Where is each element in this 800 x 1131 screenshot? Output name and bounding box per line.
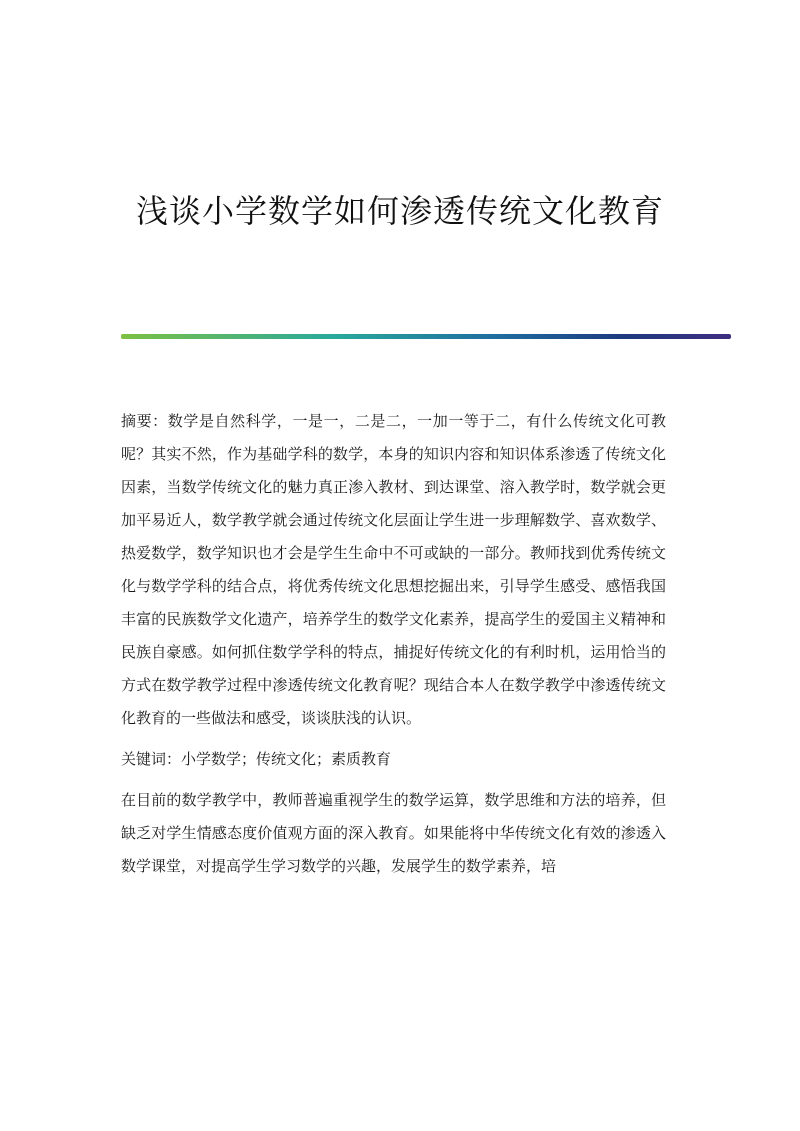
body-paragraph: 在目前的数学教学中，教师普遍重视学生的数学运算，数学思维和方法的培养，但缺乏对学生情感态度价值观方面的深入教育。如果能将中华传统文化有效的渗透入数学课堂，对提高学生学习数学的兴趣，发展学生的数学素养，培 [121,791,666,875]
abstract-paragraph: 摘要：数学是自然科学，一是一，二是二，一加一等于二，有什么传统文化可教呢？其实不然，作为基础学科的数学，本身的知识内容和知识体系渗透了传统文化因素，当数学传统文化的魅力真正渗入教材、到达课堂、溶入教学时，数学就会更加平易近人，数学教学就会通过传统文化层面让学生进一步理解数学、喜欢数学、热爱数学，数学知识也才会是学生生命中不可或缺的一部分。教师找到优秀传统文化与数学学科的结合点，将优秀传统文化思想挖掘出来，引导学生感受、感悟我国丰富的民族数学文化遗产，培养学生的数学文化素养，提高学生的爱国主义精神和民族自豪感。如何抓住数学学科的特点，捕捉好传统文化的有利时机，运用恰当的方式在数学教学过程中渗透传统文化教育呢？现结合本人在数学教学中渗透传统文化教育的一些做法和感受，谈谈肤浅的认识。 [121,412,666,727]
title-divider [121,334,731,339]
document-body [121,405,666,883]
document-title: 浅谈小学数学如何渗透传统文化教育 [135,192,664,230]
keywords-paragraph: 关键词：小学数学；传统文化；素质教育 [121,750,392,768]
